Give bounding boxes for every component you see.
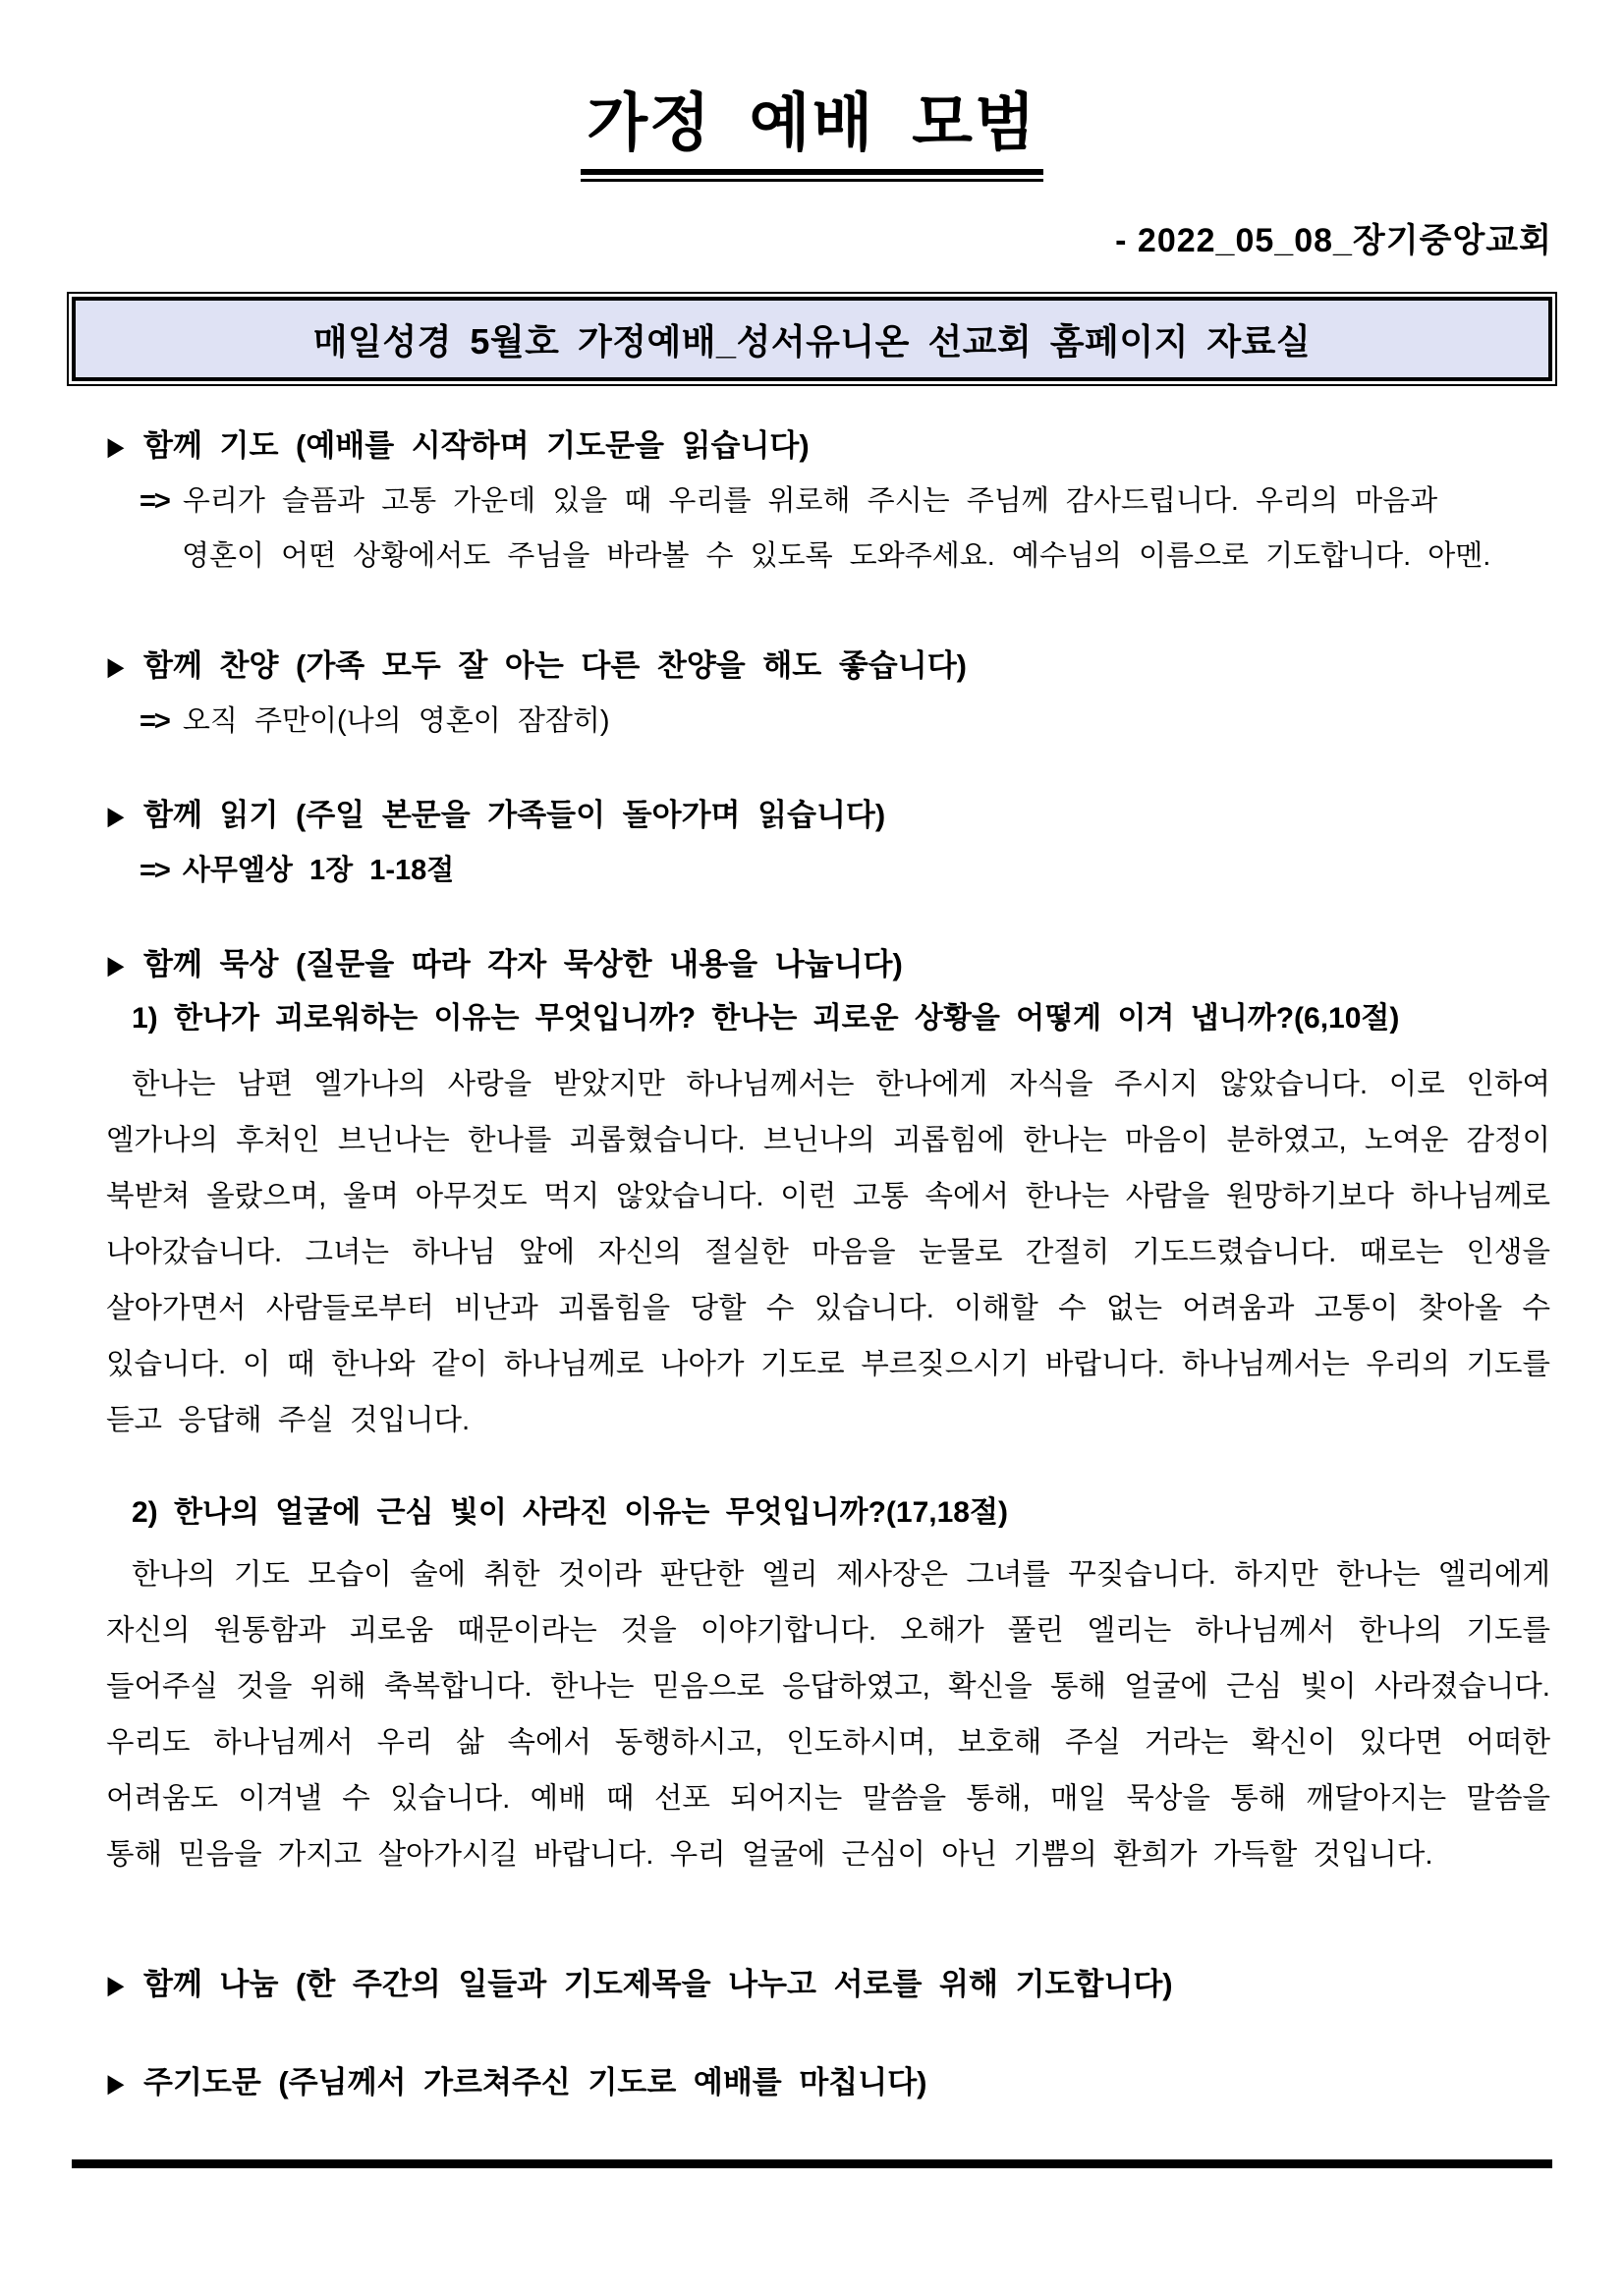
arrow-marker-icon: =>	[140, 855, 169, 886]
meditation-answer-2: 한나의 기도 모습이 술에 취한 것이라 판단한 엘리 제사장은 그녀를 꾸짖습니다. 하지만 한나는 엘리에게 자신의 원통함과 괴로움 때문이라는 것을 이야기합니다. 오해가 풀린 엘리는 하나님께서 한나의 기도를 들어주실 것을 위해 축복합니다. 한나는 믿음으로 응답하였고, 확신을 통해 얼굴에 근심 빛이 사라졌습니다. 우리도 하나님께서 우리 삶 속에서 동행하시고, 인도하시며, 보호해 주실 거라는 확신이 있다면 어떠한 어려움도 이겨낼 수 있습니다. 예배 때 선포 되어지는 말씀을 통해, 매일 묵상을 통해 깨달아지는 말씀을 통해 믿음을 가지고 살아가시길 바랍니다. 우리 얼굴에 근심이 아닌 기쁨의 환희가 가득할 것입니다.	[106, 1558, 1550, 1871]
section-heading-sharing	[106, 1965, 1552, 2004]
section-heading-prayer-label: 함께 기도 (예배를 시작하며 기도문을 읽습니다)	[143, 428, 810, 463]
section-heading-reading-label: 함께 읽기 (주일 본문을 가족들이 돌아가며 읽습니다)	[143, 798, 886, 832]
section-heading-prayer	[106, 426, 1552, 466]
triangle-bullet-icon: ▶	[107, 1970, 125, 1999]
arrow-marker-icon: =>	[140, 705, 169, 737]
meditation-question-2: 2) 한나의 얼굴에 근심 빛이 사라진 이유는 무엇입니까?(17,18절)	[132, 1496, 1008, 1529]
meditation-question-1: 1) 한나가 괴로워하는 이유는 무엇입니까? 한나는 괴로운 상황을 어떻게 이겨 냅니까?(6,10절)	[132, 1002, 1400, 1035]
section-heading-praise-label: 함께 찬양 (가족 모두 잘 아는 다른 찬양을 해도 좋습니다)	[143, 648, 967, 683]
reading-response-text: 사무엘상 1장 1-18절	[182, 855, 455, 886]
bottom-rule	[72, 2159, 1552, 2168]
prayer-response-line-2: 영혼이 어떤 상황에서도 주님을 바라볼 수 있도록 도와주세요. 예수님의 이름으로 기도합니다. 아멘.	[182, 540, 1491, 572]
page-title	[581, 87, 1043, 158]
title-block	[72, 0, 1552, 175]
section-heading-lords-prayer-label: 주기도문 (주님께서 가르쳐주신 기도로 예배를 마칩니다)	[143, 2065, 927, 2100]
triangle-bullet-icon: ▶	[107, 431, 125, 461]
triangle-bullet-icon: ▶	[107, 950, 125, 980]
triangle-bullet-icon: ▶	[107, 801, 125, 830]
date-line: - 2022_05_08_장기중앙교회	[1115, 222, 1552, 259]
arrow-marker-icon: =>	[140, 485, 169, 517]
praise-response-line	[106, 701, 1552, 741]
prayer-response-text-1: 우리가 슬픔과 고통 가운데 있을 때 우리를 위로해 주시는 주님께 감사드립니다. 우리의 마음과	[182, 485, 1438, 517]
triangle-bullet-icon: ▶	[107, 651, 125, 681]
reading-response-line	[106, 851, 1552, 890]
section-heading-sharing-label: 함께 나눔 (한 주간의 일들과 기도제목을 나누고 서로를 위해 기도합니다)	[143, 1967, 1173, 2001]
banner-box	[72, 297, 1552, 381]
triangle-bullet-icon: ▶	[107, 2068, 125, 2098]
section-heading-praise	[106, 646, 1552, 686]
section-heading-meditation-label: 함께 묵상 (질문을 따라 각자 묵상한 내용을 나눕니다)	[143, 947, 903, 981]
banner-text: 매일성경 5월호 가정예배_성서유니온 선교회 홈페이지 자료실	[312, 321, 1312, 362]
prayer-response-line-1	[106, 481, 1552, 521]
section-heading-meditation	[106, 945, 1552, 984]
page-title-text: 가정 예배 모범	[581, 81, 1043, 175]
section-heading-lords-prayer	[106, 2063, 1552, 2102]
section-heading-reading	[106, 796, 1552, 835]
praise-response-text: 오직 주만이(나의 영혼이 잠잠히)	[182, 705, 610, 737]
meditation-answer-1: 한나는 남편 엘가나의 사랑을 받았지만 하나님께서는 한나에게 자식을 주시지 않았습니다. 이로 인하여 엘가나의 후처인 브닌나는 한나를 괴롭혔습니다. 브닌나의 괴롭힘에 한나는 마음이 분하였고, 노여운 감정이 북받쳐 올랐으며, 울며 아무것도 먹지 않았습니다. 이런 고통 속에서 한나는 사람을 원망하기보다 하나님께로 나아갔습니다. 그녀는 하나님 앞에 자신의 절실한 마음을 눈물로 간절히 기도드렸습니다. 때로는 인생을 살아가면서 사람들로부터 비난과 괴롭힘을 당할 수 있습니다. 이해할 수 없는 어려움과 고통이 찾아올 수 있습니다. 이 때 한나와 같이 하나님께로 나아가 기도로 부르짖으시기 바랍니다. 하나님께서는 우리의 기도를 듣고 응답해 주실 것입니다.	[106, 1068, 1550, 1436]
